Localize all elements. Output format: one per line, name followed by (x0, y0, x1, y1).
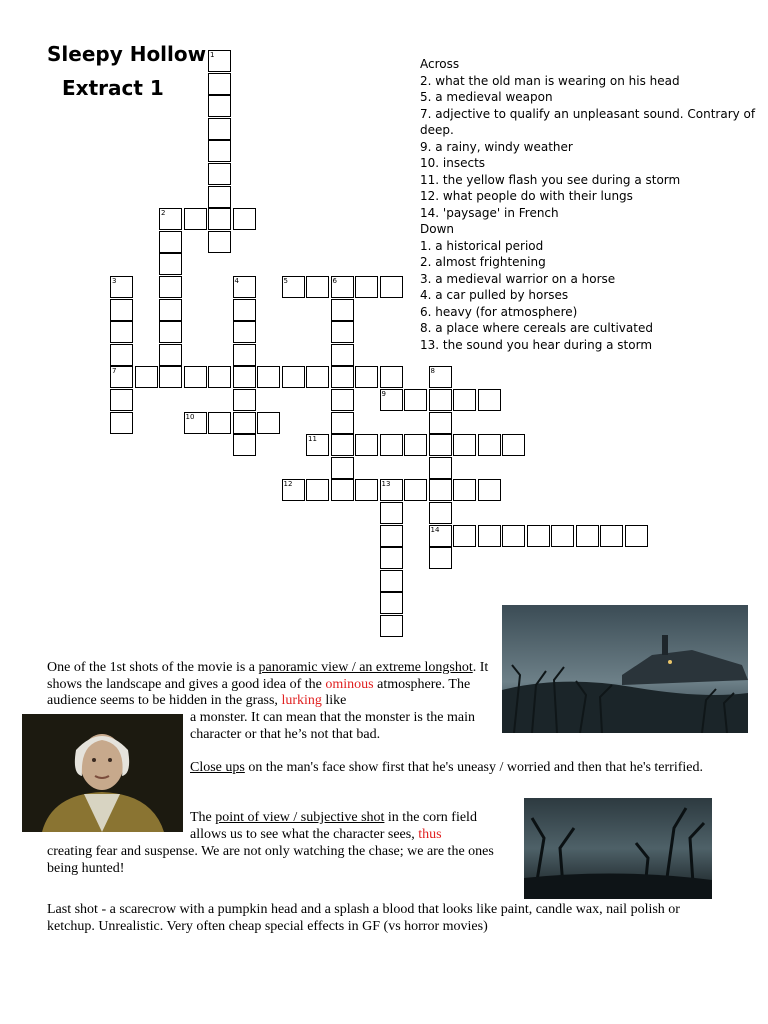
crossword-cell[interactable] (331, 434, 354, 456)
crossword-cell[interactable] (429, 434, 452, 456)
crossword-cell[interactable] (233, 412, 256, 434)
crossword-cell[interactable] (527, 525, 550, 547)
crossword-cell[interactable] (159, 231, 182, 253)
crossword-cell[interactable] (380, 525, 403, 547)
crossword-cell[interactable] (502, 434, 525, 456)
paragraph-panoramic (47, 660, 493, 710)
crossword-cell[interactable] (380, 502, 403, 524)
crossword-cell[interactable] (306, 366, 329, 388)
clue-across: 5. a medieval weapon (420, 90, 553, 104)
old-man-portrait-image (22, 714, 183, 832)
clue-across: 11. the yellow flash you see during a storm (420, 172, 681, 187)
crossword-cell[interactable] (380, 434, 403, 456)
crossword-cell[interactable] (208, 140, 231, 162)
crossword-cell[interactable] (159, 299, 182, 321)
crossword-cell[interactable] (233, 208, 256, 230)
clue-number: 11 (308, 435, 317, 444)
crossword-cell[interactable] (380, 547, 403, 569)
crossword-cell[interactable] (208, 412, 231, 434)
clue-across: 9. a rainy, windy weather (420, 139, 573, 154)
crossword-cell[interactable] (208, 50, 231, 72)
crossword-cell[interactable] (159, 253, 182, 275)
crossword-cell[interactable] (600, 525, 623, 547)
crossword-cell[interactable] (331, 479, 354, 501)
crossword-cell[interactable] (380, 592, 403, 614)
crossword-cell[interactable] (502, 525, 525, 547)
crossword-cell[interactable] (429, 547, 452, 569)
clue-number: 7 (112, 367, 117, 376)
clue-number: 10 (185, 412, 195, 421)
crossword-cell[interactable] (551, 525, 574, 547)
crossword-cell[interactable] (404, 479, 427, 501)
crossword-cell[interactable] (306, 434, 329, 456)
clue-number: 12 (283, 480, 293, 489)
crossword-cell[interactable] (478, 434, 501, 456)
crossword-cell[interactable] (404, 434, 427, 456)
crossword-cell[interactable] (159, 208, 182, 230)
clue-down: 1. a historical period (420, 238, 544, 253)
paragraph-hunted: creating fear and suspense. We are not only watching the chase; we are the ones being hunted! (47, 844, 494, 876)
clue-down: 8. a place where cereals are cultivated (420, 321, 653, 335)
crossword-cell[interactable] (429, 412, 452, 434)
crossword-cell[interactable] (208, 118, 231, 140)
crossword-cell[interactable] (233, 321, 256, 343)
clue-across: 2. what the old man is wearing on his head (420, 73, 680, 88)
clue-number: 9 (381, 390, 386, 398)
crossword-cell[interactable] (331, 457, 354, 479)
crossword-cell[interactable] (233, 276, 256, 298)
crossword-cell[interactable] (429, 479, 452, 501)
clue-number: 4 (234, 277, 239, 285)
crossword-cell[interactable] (355, 479, 378, 501)
text-run: atmosphere. The audience seems to be hidden in the grass, (47, 676, 471, 709)
crossword-cell[interactable] (110, 344, 133, 366)
crossword-cell[interactable] (453, 479, 476, 501)
crossword-cell[interactable] (257, 412, 280, 434)
crossword-cell[interactable] (331, 389, 354, 411)
dark-cornfield-image (524, 798, 712, 899)
paragraph-monster: a monster. It can mean that the monster is the main character or that he’s not that bad. (190, 710, 475, 742)
crossword-cell[interactable] (331, 366, 354, 388)
term-point-of-view: point of view / subjective shot (215, 810, 385, 825)
clue-number: 1 (210, 51, 215, 59)
crossword-cell[interactable] (184, 366, 207, 388)
foggy-cornfield-house-image (502, 605, 748, 733)
crossword-cell[interactable] (453, 389, 476, 411)
crossword-cell[interactable] (331, 276, 354, 298)
crossword-cell[interactable] (110, 299, 133, 321)
clue-down: 6. heavy (for atmosphere) (420, 304, 578, 319)
crossword-cell[interactable] (208, 95, 231, 117)
clue-number: 3 (112, 277, 117, 285)
crossword-cell[interactable] (110, 366, 133, 388)
clue-number: 14 (430, 525, 440, 534)
paragraph-last-shot: Last shot - a scarecrow with a pumpkin head and a splash a blood that looks like paint, candle wax, nail polish or ketchup. Unrealistic. Very often cheap special effects in GF (vs horror movies) (47, 902, 680, 934)
crossword-cell[interactable] (135, 366, 158, 388)
term-panoramic-view: panoramic view / an extreme longshot (258, 660, 473, 675)
crossword-cell[interactable] (478, 525, 501, 547)
clue-number: 2 (161, 209, 166, 218)
crossword-cell[interactable] (355, 276, 378, 298)
crossword-cell[interactable] (380, 479, 403, 501)
clue-number: 13 (381, 480, 391, 489)
down-heading: Down (420, 222, 455, 236)
term-close-ups: Close ups (190, 760, 245, 775)
crossword-cell[interactable] (453, 434, 476, 456)
crossword-cell[interactable] (306, 276, 329, 298)
crossword-cell[interactable] (110, 276, 133, 298)
clue-across: 10. insects (420, 156, 486, 170)
crossword-cell[interactable] (429, 366, 452, 388)
crossword-cell[interactable] (208, 366, 231, 388)
crossword-cell[interactable] (429, 457, 452, 479)
clue-number: 8 (430, 367, 435, 376)
crossword-cell[interactable] (208, 163, 231, 185)
crossword-cell[interactable] (576, 525, 599, 547)
term-thus: thus (418, 826, 442, 842)
term-ominous: ominous (325, 676, 374, 692)
crossword-cell[interactable] (159, 366, 182, 388)
term-lurking: lurking (281, 693, 322, 709)
crossword-cell[interactable] (625, 525, 648, 547)
across-heading: Across (420, 57, 460, 71)
crossword-cell[interactable] (208, 231, 231, 253)
crossword-cell[interactable] (404, 389, 427, 411)
page-subtitle: Extract 1 (62, 76, 164, 100)
crossword-cell[interactable] (208, 73, 231, 95)
crossword-cell[interactable] (159, 344, 182, 366)
crossword-cell[interactable] (355, 434, 378, 456)
crossword-cell[interactable] (453, 525, 476, 547)
text-run: in the corn field allows us to see what the character sees, (190, 810, 477, 842)
text-run: The (190, 810, 216, 825)
crossword-cell[interactable] (282, 479, 305, 501)
text-run: on the man's face show first that he's uneasy / worried and then that he's terrified. (244, 760, 703, 775)
clue-number: 5 (283, 277, 288, 285)
paragraph-point-of-view (190, 810, 515, 843)
crossword-cell[interactable] (159, 321, 182, 343)
crossword-cell[interactable] (380, 570, 403, 592)
text-run: like (321, 693, 347, 709)
text-run: . It shows the landscape and gives a good idea of the (47, 660, 489, 692)
crossword-cell[interactable] (110, 412, 133, 434)
crossword-cell[interactable] (355, 366, 378, 388)
crossword-cell[interactable] (233, 366, 256, 388)
clue-across: 14. 'paysage' in French (420, 205, 559, 220)
crossword-cell[interactable] (233, 344, 256, 366)
crossword-cell[interactable] (306, 479, 329, 501)
crossword-cell[interactable] (429, 502, 452, 524)
crossword-cell[interactable] (380, 276, 403, 298)
crossword-cell[interactable] (257, 366, 280, 388)
crossword-cell[interactable] (380, 366, 403, 388)
crossword-cell[interactable] (233, 299, 256, 321)
crossword-cell[interactable] (184, 208, 207, 230)
crossword-cell[interactable] (380, 389, 403, 411)
crossword-cell[interactable] (380, 615, 403, 637)
crossword-cell[interactable] (478, 389, 501, 411)
crossword-cell[interactable] (478, 479, 501, 501)
clue-down: 2. almost frightening (420, 255, 546, 269)
clue-across: 12. what people do with their lungs (420, 189, 633, 203)
crossword-cell[interactable] (429, 525, 452, 547)
crossword-cell[interactable] (429, 389, 452, 411)
page-title: Sleepy Hollow (47, 42, 207, 66)
crossword-cell[interactable] (233, 389, 256, 411)
crossword-cell[interactable] (331, 299, 354, 321)
crossword-cell[interactable] (184, 412, 207, 434)
text-run: One of the 1st shots of the movie is a (47, 660, 259, 675)
clue-down: 3. a medieval warrior on a horse (420, 271, 616, 286)
clue-across: 7. adjective to qualify an unpleasant sound. Contrary of deep. (420, 106, 756, 137)
crossword-cell[interactable] (282, 366, 305, 388)
crossword-cell[interactable] (233, 434, 256, 456)
crossword-cell[interactable] (110, 321, 133, 343)
crossword-cell[interactable] (208, 208, 231, 230)
clue-down: 4. a car pulled by horses (420, 288, 569, 302)
clue-down: 13. the sound you hear during a storm (420, 337, 653, 352)
crossword-cell[interactable] (331, 412, 354, 434)
clue-number: 6 (332, 277, 337, 285)
crossword-cell[interactable] (110, 389, 133, 411)
crossword-cell[interactable] (208, 186, 231, 208)
crossword-cell[interactable] (331, 321, 354, 343)
crossword-cell[interactable] (331, 344, 354, 366)
crossword-cell[interactable] (159, 276, 182, 298)
paragraph-close-ups (190, 760, 705, 777)
crossword-cell[interactable] (282, 276, 305, 298)
